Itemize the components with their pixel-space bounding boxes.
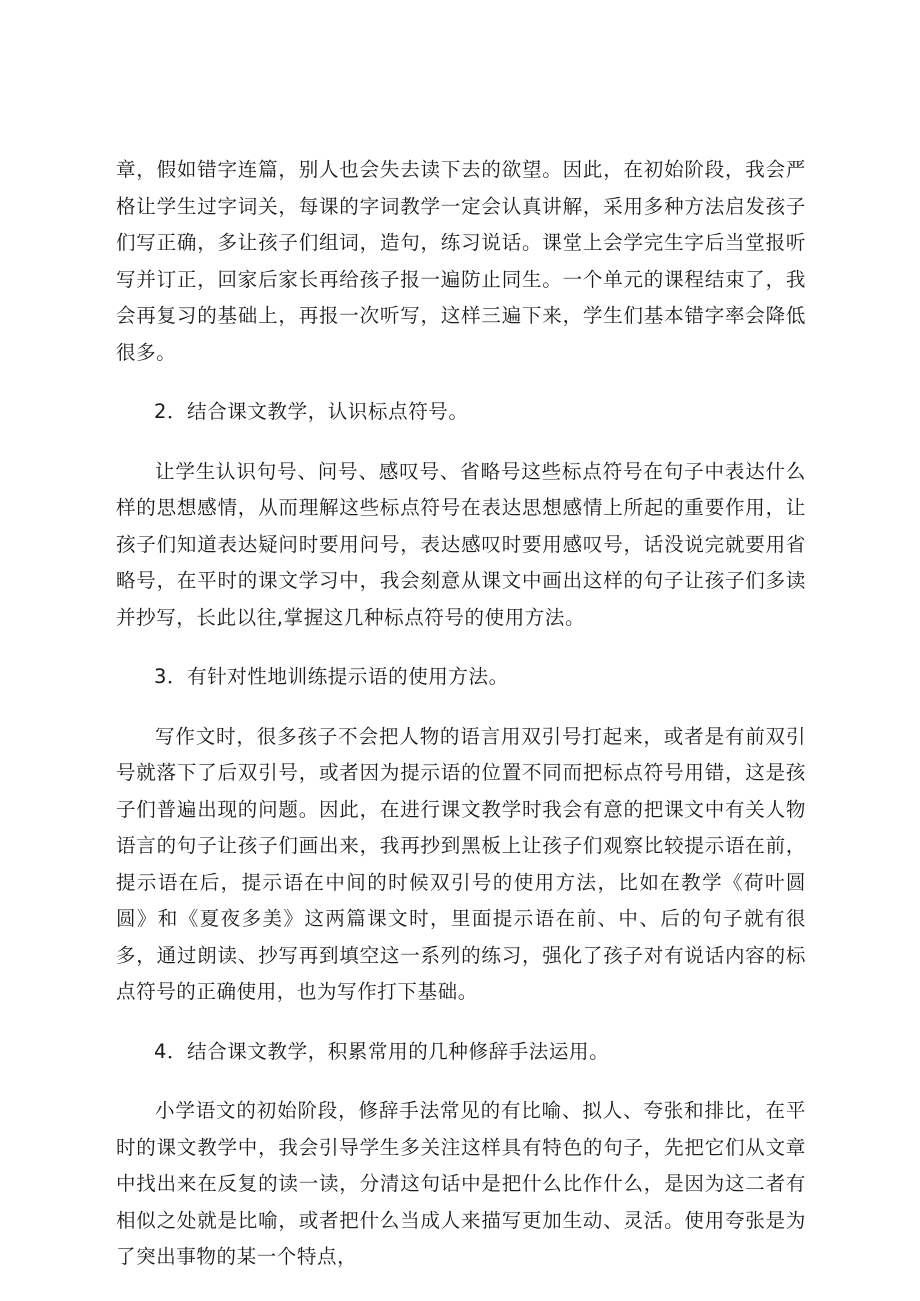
section-heading-4: 4．结合课文教学，积累常用的几种修辞手法运用。 [154,1039,610,1063]
paragraph-gap [116,431,806,454]
paragraph-gap [116,696,806,719]
paragraph-punctuation: 让学生认识句号、问号、感叹号、省略号这些标点符号在句子中表达什么样的思想感情，从而理解这些标点符号在表达思想感情上所起的重要作用，让孩子们知道表达疑问时要用问号，表达感叹时要用感叹号，话没说完就要用省略号，在平时的课文学习中，我会刻意从课文中画出这样的句子让孩子们多读并抄写，长此以往,掌握这几种标点符号的使用方法。 [116,459,806,629]
section-heading-3: 3．有针对性地训练提示语的使用方法。 [154,665,509,688]
paragraph-gap [116,636,806,659]
section-heading-2: 2．结合课文教学，认识标点符号。 [154,400,469,423]
paragraph-prompt-language: 写作文时，很多孩子不会把人物的语言用双引号打起来，或者是有前双引号就落下了后双引号，或者因为提示语的位置不同而把标点符号用错，这是孩子们普遍出现的问题。因此，在进行课文教学时我会有意的把课文中有关人物语言的句子让孩子们画出来，我再抄到黑板上让孩子们观察比较提示语在前，提示语在后，提示语在中间的时候双引号的使用方法，比如在教学《荷叶圆圆》和《夏夜多美》这两篇课文时，里面提示语在前、中、后的句子就有很多，通过朗读、抄写再到填空这一系列的练习，强化了孩子对有说话内容的标点符号的正确使用，也为写作打下基础。 [116,724,806,1003]
paragraph-gap [116,371,806,394]
paragraph-gap [116,1011,806,1034]
paragraph-gap [116,1070,806,1093]
document-body [116,152,806,1276]
paragraph-continuation: 章，假如错字连篇，别人也会失去读下去的欲望。因此，在初始阶段，我会严格让学生过字词关，每课的字词教学一定会认真讲解，采用多种方法启发孩子们写正确，多让孩子们组词，造句，练习说话。课堂上会学完生字后当堂报听写并订正，回家后家长再给孩子报一遍防止同生。一个单元的课程结束了，我会再复习的基础上，再报一次听写，这样三遍下来，学生们基本错字率会降低很多。 [116,158,806,364]
paragraph-rhetoric: 小学语文的初始阶段，修辞手法常见的有比喻、拟人、夸张和排比，在平时的课文教学中，我会引导学生多关注这样具有特色的句子，先把它们从文章中找出来在反复的读一读，分清这句话中是把什么比作什么，是因为这二者有相似之处就是比喻，或者把什么当成人来描写更加生动、灵活。使用夸张是为了突出事物的某一个特点， [116,1099,806,1268]
